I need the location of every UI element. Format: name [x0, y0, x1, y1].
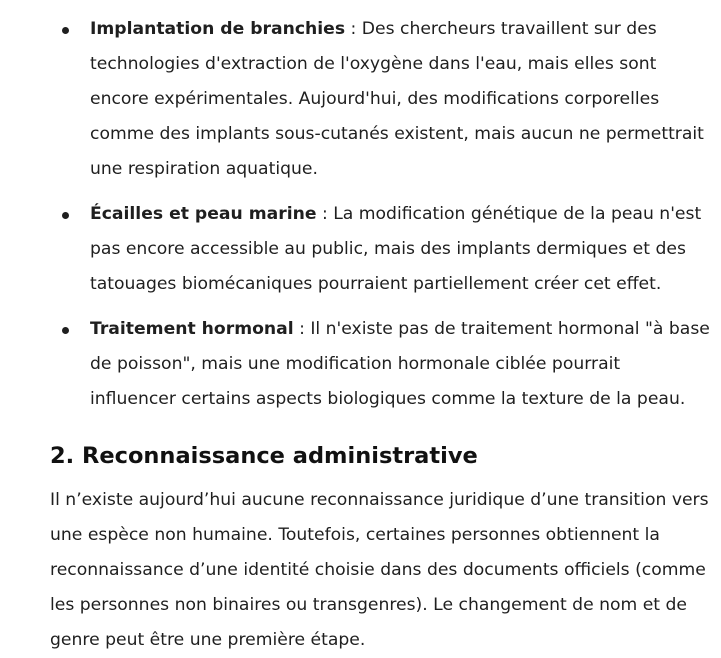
list-item-term: Traitement hormonal	[90, 319, 294, 339]
bullet-dot-icon	[62, 327, 69, 334]
bullet-dot-icon	[62, 27, 69, 34]
list-item	[50, 312, 710, 417]
list-item	[50, 12, 710, 187]
section-heading: 2. Reconnaissance administrative	[50, 443, 478, 469]
bullet-dot-icon	[62, 212, 69, 219]
list-item-text: : Des chercheurs travaillent sur des technologies d'extraction de l'oxygène dans l'eau, mais elles sont encore expérimentales. Aujourd'hui, des modifications corporelles comme des implants sous-cutanés existent, mais aucun ne permettrait une respiration aquatique.	[90, 19, 704, 179]
section-paragraph: Il n’existe aujourd’hui aucune reconnaissance juridique d’une transition vers une espèce non humaine. Toutefois, certaines personnes obtiennent la reconnaissance d’une identité choisie dans des documents officiels (comme les personnes non binaires ou transgenres). Le changement de nom et de genre peut être une première étape.	[50, 490, 709, 650]
document-content	[50, 12, 710, 658]
list-item	[50, 197, 710, 302]
list-item-term: Implantation de branchies	[90, 19, 346, 39]
list-item-text: : Il n'existe pas de traitement hormonal "à base de poisson", mais une modification hormonale ciblée pourrait influencer certains aspects biologiques comme la texture de la peau.	[90, 319, 710, 409]
list-item-term: Écailles et peau marine	[90, 204, 317, 224]
list-item-text: : La modification génétique de la peau n'est pas encore accessible au public, mais des implants dermiques et des tatouages biomécaniques pourraient partiellement créer cet effet.	[90, 204, 702, 294]
bullet-list	[50, 12, 710, 417]
